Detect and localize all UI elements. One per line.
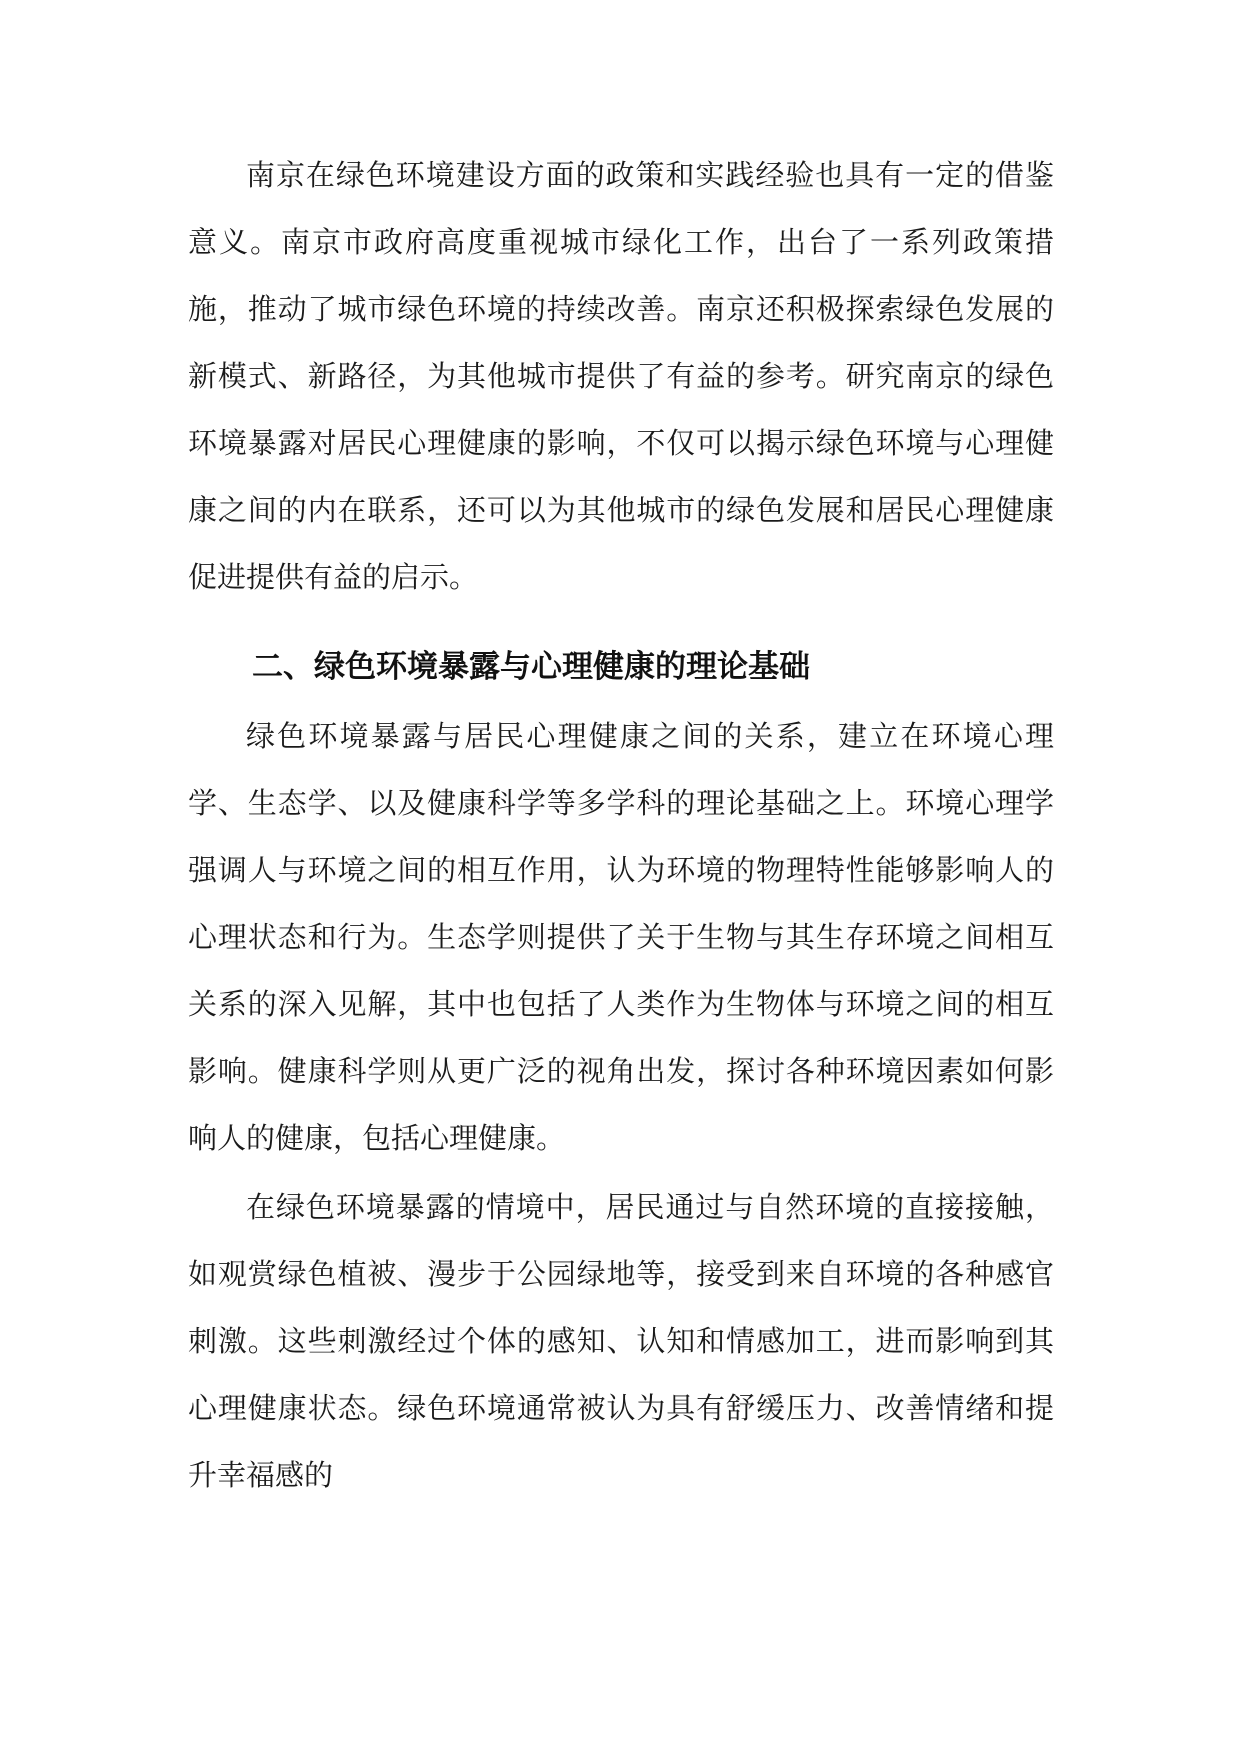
section-heading: 二、绿色环境暴露与心理健康的理论基础 <box>252 649 810 685</box>
body-paragraph: 南京在绿色环境建设方面的政策和实践经验也具有一定的借鉴意义。南京市政府高度重视城市绿化工作，出台了一系列政策措施，推动了城市绿色环境的持续改善。南京还积极探索绿色发展的新模式、新路径，为其他城市提供了有益的参考。研究南京的绿色环境暴露对居民心理健康的影响，不仅可以揭示绿色环境与心理健康之间的内在联系，还可以为其他城市的绿色发展和居民心理健康促进提供有益的启示。 <box>188 158 1054 594</box>
body-paragraph: 在绿色环境暴露的情境中，居民通过与自然环境的直接接触，如观赏绿色植被、漫步于公园绿地等，接受到来自环境的各种感官刺激。这些刺激经过个体的感知、认知和情感加工，进而影响到其心理健康状态。绿色环境通常被认为具有舒缓压力、改善情绪和提升幸福感的 <box>188 1190 1054 1492</box>
document-body <box>188 142 1054 1509</box>
body-paragraph: 绿色环境暴露与居民心理健康之间的关系，建立在环境心理学、生态学、以及健康科学等多学科的理论基础之上。环境心理学强调人与环境之间的相互作用，认为环境的物理特性能够影响人的心理状态和行为。生态学则提供了关于生物与其生存环境之间相互关系的深入见解，其中也包括了人类作为生物体与环境之间的相互影响。健康科学则从更广泛的视角出发，探讨各种环境因素如何影响人的健康，包括心理健康。 <box>188 719 1054 1155</box>
